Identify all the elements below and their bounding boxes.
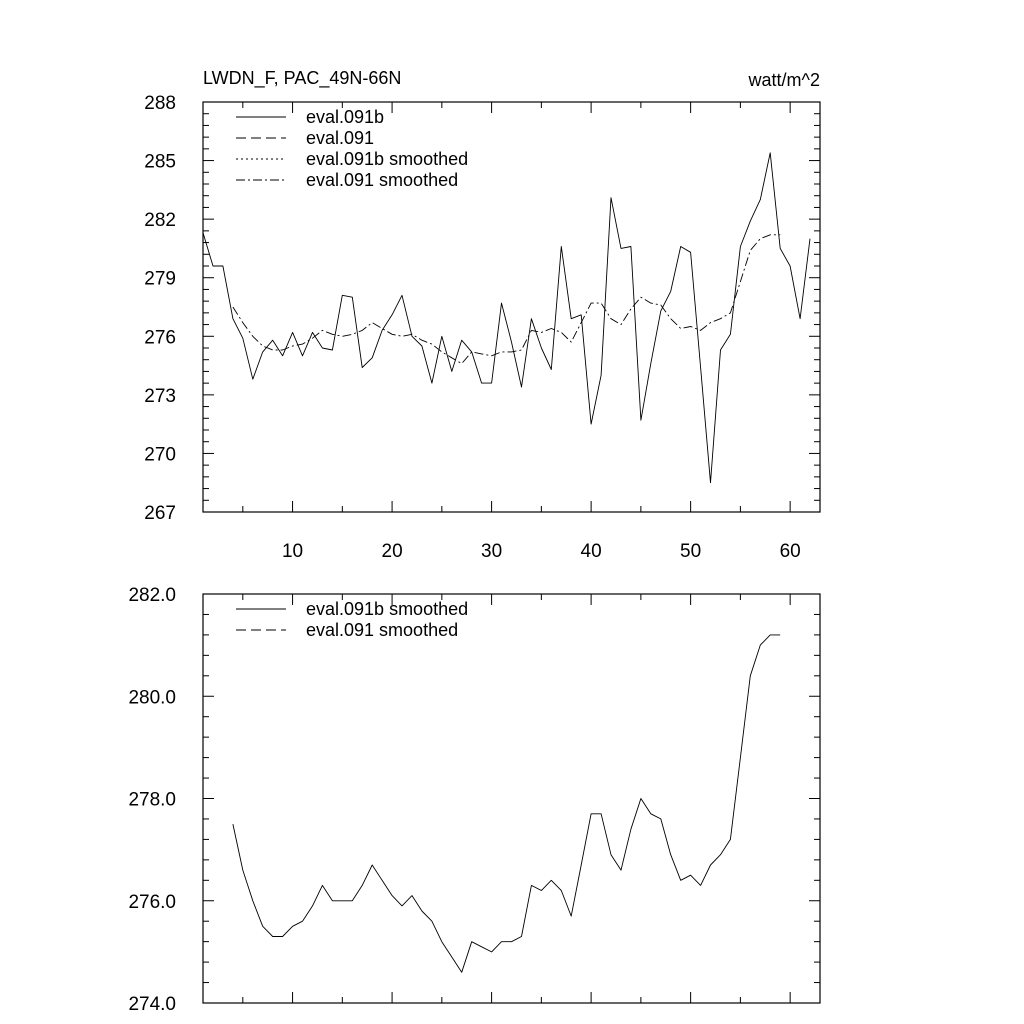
y-tick-label: 276.0 [128,891,176,913]
y-tick-label: 282.0 [128,585,176,606]
legend-label: eval.091b smoothed [306,599,469,619]
units-label: watt/m^2 [748,70,820,90]
top-panel [144,68,820,562]
y-tick-label: 285 [144,151,176,173]
plot-frame [203,102,820,512]
x-tick-label: 40 [580,541,602,562]
y-tick-label: 278.0 [128,789,176,811]
legend-label: eval.091b [306,107,385,127]
series-line-eval-091b-smoothed [233,635,780,972]
legend-label: eval.091 [306,128,375,148]
y-tick-label: 280.0 [128,687,176,709]
x-tick-label: 30 [481,541,503,562]
x-tick-label: 60 [779,541,801,562]
x-tick-label: 10 [281,541,304,562]
series-line-eval-091-smoothed [233,235,780,364]
series-line-eval-091b [203,153,810,483]
legend-label: eval.091b smoothed [306,149,469,169]
x-tick-label: 50 [680,541,702,562]
chart-title: LWDN_F, PAC_49N-66N [203,68,402,88]
y-tick-label: 276 [144,327,176,349]
y-tick-label: 267 [144,503,176,524]
y-tick-label: 282 [144,210,176,232]
y-tick-label: 270 [144,444,176,466]
legend-label: eval.091 smoothed [306,170,459,190]
bottom-panel [128,585,820,1015]
y-tick-label: 273 [144,385,176,407]
y-tick-label: 288 [144,93,176,114]
x-tick-label: 20 [381,541,403,562]
y-tick-label: 274.0 [128,994,176,1015]
legend-label: eval.091 smoothed [306,620,459,640]
y-tick-label: 279 [144,268,176,290]
